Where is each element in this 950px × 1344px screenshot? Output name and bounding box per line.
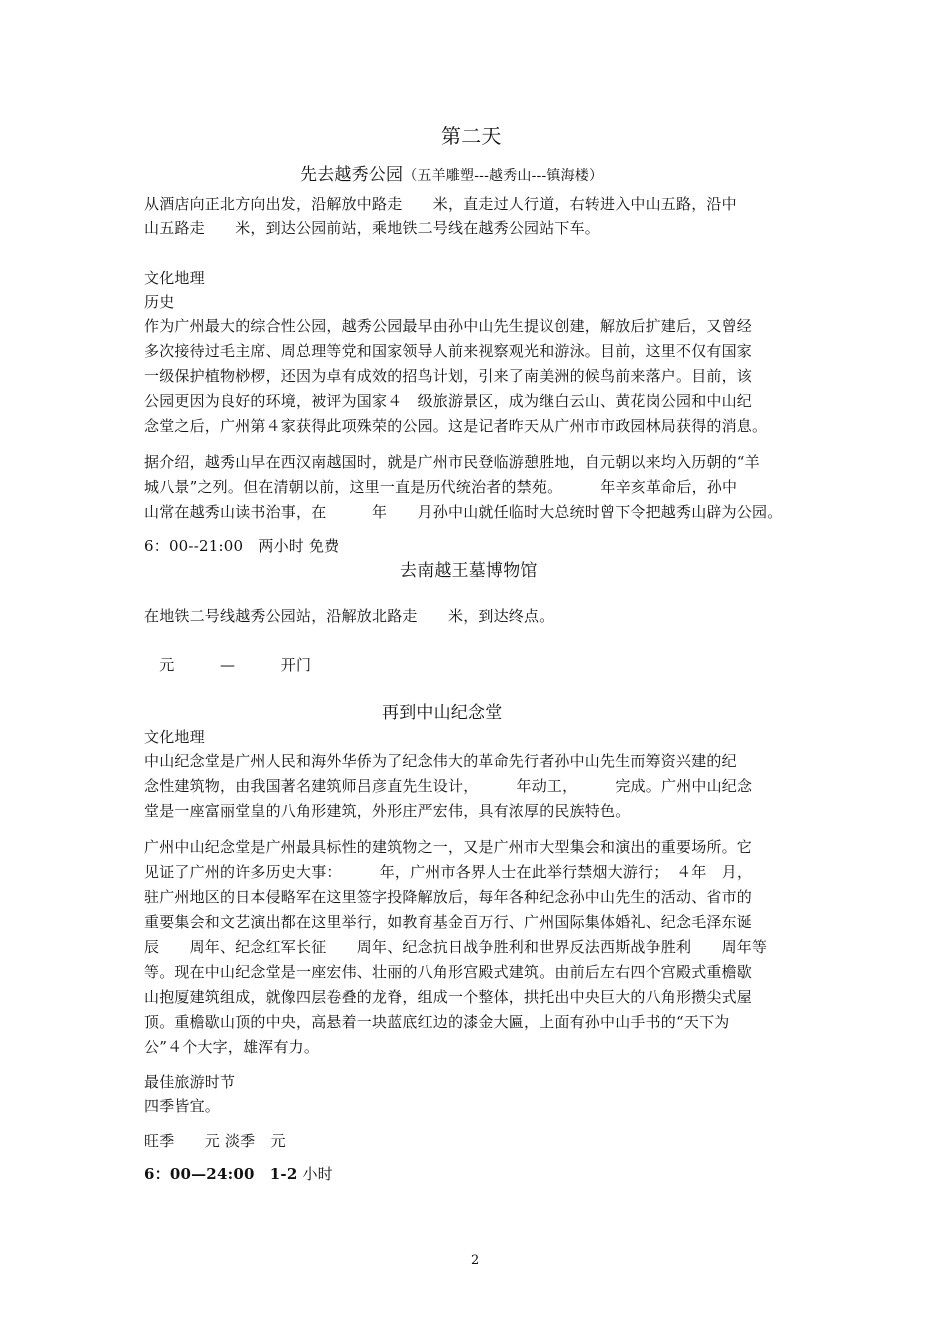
section-title: 再到中山纪念堂 [382,703,503,723]
season-value: 四季皆宜。 [144,1097,221,1115]
culture-label: 文化地理 [144,728,205,746]
section-subtitle: （五羊雕塑---越秀山---镇海楼） [403,168,604,184]
paragraph-line: 多次接待过毛主席、周总理等党和国家领导人前来视察观光和游泳。目前，这里不仅有国家 [144,342,753,360]
paragraph-line: 广州中山纪念堂是广州最具标性的建筑物之一，又是广州市大型集会和演出的重要场所。它 [144,838,753,856]
price-line: 元 — 开门 [144,656,312,674]
ticket-price: 旺季 元 淡季 元 [144,1132,286,1150]
paragraph-line: 念性建筑物，由我国著名建筑师吕彦直先生设计， 年动工， 完成。广州中山纪念 [144,777,753,795]
paragraph-line: 公园更因为良好的环境，被评为国家４ 级旅游景区，成为继白云山、黄花岗公园和中山纪 [144,392,753,410]
section-title: 先去越秀公园 [300,165,404,185]
paragraph-line: 顶。重檐歇山顶的中央，高悬着一块蓝底红边的漆金大匾，上面有孙中山手书的“天下为 [144,1013,730,1031]
paragraph-line: 据介绍，越秀山早在西汉南越国时，就是广州市民登临游憩胜地，自元朝以来均入历朝的“羊 [144,453,760,471]
paragraph-line: 念堂之后，广州第４家获得此项殊荣的公园。这是记者昨天从广州市市政园林局获得的消息。 [144,417,768,435]
page-number: 2 [471,1253,480,1268]
opening-hours: 6：00--21:00 两小时 免费 [144,537,340,555]
paragraph-line: 城八景”之列。但在清朝以前，这里一直是历代统治者的禁苑。 年辛亥革命后，孙中 [144,478,738,496]
paragraph-line: 堂是一座富丽堂皇的八角形建筑，外形庄严宏伟，具有浓厚的民族特色。 [144,802,631,820]
paragraph-line: 山常在越秀山读书治事，在 年 月孙中山就任临时大总统时曾下令把越秀山辟为公园。 [144,503,783,521]
paragraph-line: 中山纪念堂是广州人民和海外华侨为了纪念伟大的革命先行者孙中山先生而筹资兴建的纪 [144,752,737,770]
route-line: 从酒店向正北方向出发，沿解放中路走 米，直走过人行道，右转进入中山五路，沿中 [144,195,737,213]
paragraph-line: 辰 周年、纪念红军长征 周年、纪念抗日战争胜利和世界反法西斯战争胜利 周年等 [144,938,768,956]
opening-hours [144,1163,333,1185]
history-label: 历史 [144,293,175,311]
culture-label: 文化地理 [144,269,205,287]
route-line: 山五路走 米，到达公园前站，乘地铁二号线在越秀公园站下车。 [144,219,601,237]
paragraph-line: 重要集会和文艺演出都在这里举行，如教育基金百万行、广州国际集体婚礼、纪念毛泽东诞 [144,913,753,931]
day-title: 第二天 [441,124,502,148]
hours-unit: 小时 [302,1165,333,1183]
season-label: 最佳旅游时节 [144,1073,236,1091]
paragraph-line: 公”４个大字，雄浑有力。 [144,1038,320,1056]
paragraph-line: 等。现在中山纪念堂是一座宏伟、壮丽的八角形宫殿式建筑。由前后左右四个宫殿式重檐歇 [144,963,753,981]
paragraph-line: 作为广州最大的综合性公园，越秀公园最早由孙中山先生提议创建，解放后扩建后，又曾经 [144,317,753,335]
section-heading-yuexiu [300,163,603,187]
hours-value: 6：00—24:00 1-2 [144,1165,298,1183]
paragraph-line: 山抱厦建筑组成，就像四层卷叠的龙脊，组成一个整体，拱托出中央巨大的八角形攒尖式屋 [144,988,753,1006]
section-title: 去南越王墓博物馆 [400,561,538,581]
paragraph-line: 见证了广州的许多历史大事： 年，广州市各界人士在此举行禁烟大游行； ４年 月， [144,863,753,881]
paragraph-line: 一级保护植物桫椤，还因为卓有成效的招鸟计划，引来了南美洲的候鸟前来落户。目前，该 [144,367,753,385]
paragraph-line: 驻广州地区的日本侵略军在这里签字投降解放后，每年各种纪念孙中山先生的活动、省市的 [144,888,753,906]
route-line: 在地铁二号线越秀公园站，沿解放北路走 米，到达终点。 [144,607,555,625]
